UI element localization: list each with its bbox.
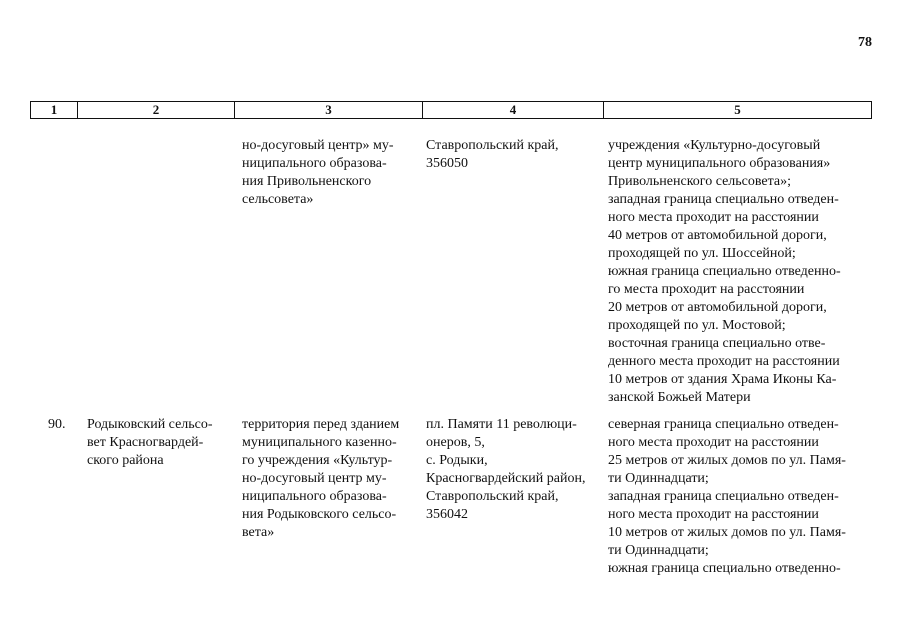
row-90-address: пл. Памяти 11 революци- онеров, 5, с. Родыки, Красногвардейский район, Ставропольский край, 356042 bbox=[426, 417, 586, 522]
header-col-1: 1 bbox=[31, 102, 78, 118]
row-90-number: 90. bbox=[48, 417, 66, 432]
header-col-4: 4 bbox=[423, 102, 604, 118]
row-90-venue: территория перед зданием муниципального казенно- го учреждения «Культур- но-досуговый центр му- ниципального образова- ния Родыковского сельсо- вета» bbox=[242, 417, 400, 540]
row-90-boundaries: северная граница специально отведен- ного места проходит на расстоянии 25 метров от жилых домов по ул. Памя- ти Одиннадцати; западная граница специально отведен- ного места проходит на расстоянии 10 метров от жилых домов по ул. Памя- ти Одиннадцати; южная граница специально отведенно- bbox=[608, 417, 846, 576]
header-col-2: 2 bbox=[78, 102, 235, 118]
cont-row-venue: но-досуговый центр» му- ниципального образова- ния Привольненского сельсовета» bbox=[242, 138, 394, 207]
table-header-row bbox=[30, 101, 872, 119]
cont-row-boundaries: учреждения «Культурно-досуговый центр муниципального образования» Привольненского сельсовета»; западная граница специально отведен- ного места проходит на расстоянии 40 метров от автомобильной дороги, проходящей по ул. Шоссейной; южная граница специально отведенно- го места проходит на расстоянии 20 метров от автомобильной дороги, проходящей по ул. Мостовой; восточная граница специально отве- денного места проходит на расстоянии 10 метров от здания Храма Иконы Ка- занской Божьей Матери bbox=[608, 138, 841, 405]
page-number: 78 bbox=[858, 35, 872, 50]
header-col-3: 3 bbox=[235, 102, 423, 118]
cont-row-address: Ставропольский край, 356050 bbox=[426, 138, 559, 171]
header-col-5: 5 bbox=[734, 102, 741, 117]
row-90-district: Родыковский сельсо- вет Красногвардей- ского района bbox=[87, 417, 213, 468]
